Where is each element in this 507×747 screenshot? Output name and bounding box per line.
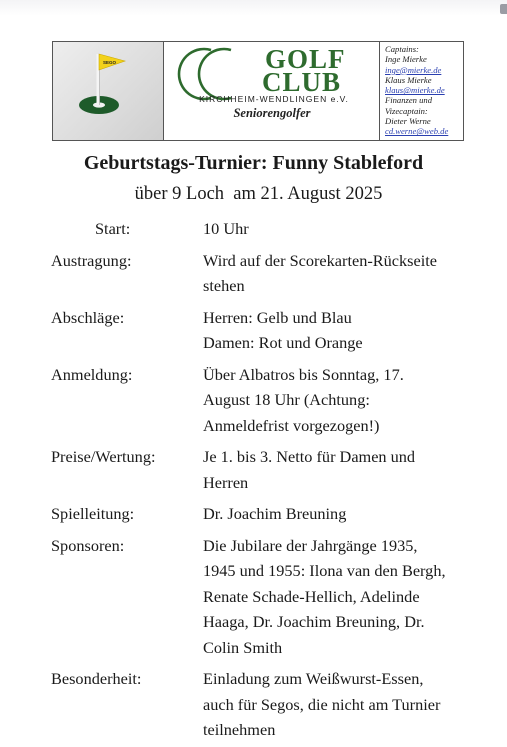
detail-value-line: Wird auf der Scorekarten-Rückseite bbox=[203, 250, 437, 270]
detail-value-line: Colin Smith bbox=[203, 637, 283, 657]
contact-list bbox=[385, 44, 465, 137]
contact-line: Dieter Werne bbox=[385, 116, 431, 127]
detail-row bbox=[0, 531, 507, 665]
detail-label: Sponsoren: bbox=[51, 535, 125, 555]
contact-line: Inge Mierke bbox=[385, 54, 427, 65]
detail-value-line: Je 1. bis 3. Netto für Damen und bbox=[203, 447, 416, 466]
detail-value bbox=[203, 499, 473, 531]
detail-value-line: teilnehmen bbox=[203, 720, 276, 739]
event-subtitle: über 9 Loch am 21. August 2025 bbox=[134, 184, 383, 204]
club-location: KIRCHHEIM-WENDLINGEN e.V. bbox=[199, 94, 349, 104]
detail-value-line: auch für Segos, die nicht am Turnier bbox=[203, 694, 441, 714]
event-title: Geburtstags-Turnier: Funny Stableford bbox=[83, 152, 424, 174]
golf-flag-photo bbox=[53, 42, 164, 140]
header-divider bbox=[379, 42, 380, 140]
detail-value-line: 10 Uhr bbox=[203, 219, 249, 238]
contact-line: Klaus Mierke bbox=[385, 74, 432, 85]
detail-value bbox=[203, 246, 473, 303]
detail-row bbox=[0, 360, 507, 443]
detail-value-line: Einladung zum Weißwurst-Essen, bbox=[203, 669, 424, 688]
detail-row bbox=[0, 499, 507, 531]
contact-line: Vizecaptain: bbox=[385, 105, 428, 116]
detail-value bbox=[203, 442, 473, 499]
detail-row bbox=[0, 246, 507, 303]
logo-word-club: CLUB bbox=[262, 67, 342, 97]
detail-value bbox=[203, 531, 473, 665]
detail-label: Spielleitung: bbox=[51, 504, 135, 523]
detail-row bbox=[0, 214, 507, 246]
detail-value-line: Herren bbox=[203, 472, 249, 492]
detail-value-line: Damen: Rot und Orange bbox=[203, 333, 363, 352]
detail-value-line: Haaga, Dr. Joachim Breuning, Dr. bbox=[203, 612, 425, 631]
detail-value-line: stehen bbox=[203, 276, 245, 295]
detail-row bbox=[0, 664, 507, 747]
detail-row bbox=[0, 442, 507, 499]
detail-value bbox=[203, 360, 473, 443]
detail-label: Preise/Wertung: bbox=[51, 447, 156, 466]
contact-line: Captains: bbox=[385, 44, 419, 54]
top-bar bbox=[0, 0, 507, 16]
detail-label: Austragung: bbox=[51, 250, 132, 270]
letterhead bbox=[52, 41, 464, 141]
club-tagline: Seniorengolfer bbox=[233, 106, 311, 120]
detail-label: Besonderheit: bbox=[51, 669, 142, 688]
logo-word-golf: GOLF bbox=[265, 44, 346, 74]
detail-value-line: Renate Schade-Hellich, Adelinde bbox=[203, 586, 420, 606]
detail-value-line: Die Jubilare der Jahrgänge 1935, bbox=[203, 535, 418, 555]
club-logo bbox=[167, 42, 377, 140]
detail-value bbox=[203, 664, 473, 747]
detail-label: Anmeldung: bbox=[51, 364, 133, 384]
golf-flag-icon bbox=[53, 42, 163, 140]
detail-value bbox=[203, 303, 473, 360]
contact-email-link[interactable]: cd.werne@web.de bbox=[385, 126, 449, 137]
contact-line: Finanzen und bbox=[385, 95, 433, 106]
detail-value-line: Über Albatros bis Sonntag, 17. bbox=[203, 364, 404, 384]
detail-label: Abschläge: bbox=[51, 307, 125, 327]
detail-value-line: Anmeldefrist vorgezogen!) bbox=[203, 415, 380, 435]
contact-email-link[interactable]: inge@mierke.de bbox=[385, 64, 442, 75]
detail-value-line: Herren: Gelb und Blau bbox=[203, 307, 352, 327]
detail-value bbox=[203, 214, 473, 246]
scrollbar-handle[interactable] bbox=[500, 4, 507, 14]
detail-value-line: 1945 und 1955: Ilona van den Bergh, bbox=[203, 561, 446, 580]
flag-label: SEGO bbox=[103, 60, 117, 65]
detail-value-line: August 18 Uhr (Achtung: bbox=[203, 390, 370, 409]
detail-value-line: Dr. Joachim Breuning bbox=[203, 504, 347, 523]
contact-email-link[interactable]: klaus@mierke.de bbox=[385, 85, 445, 96]
detail-label: Start: bbox=[95, 219, 131, 238]
details-list bbox=[0, 214, 507, 747]
detail-row bbox=[0, 303, 507, 360]
